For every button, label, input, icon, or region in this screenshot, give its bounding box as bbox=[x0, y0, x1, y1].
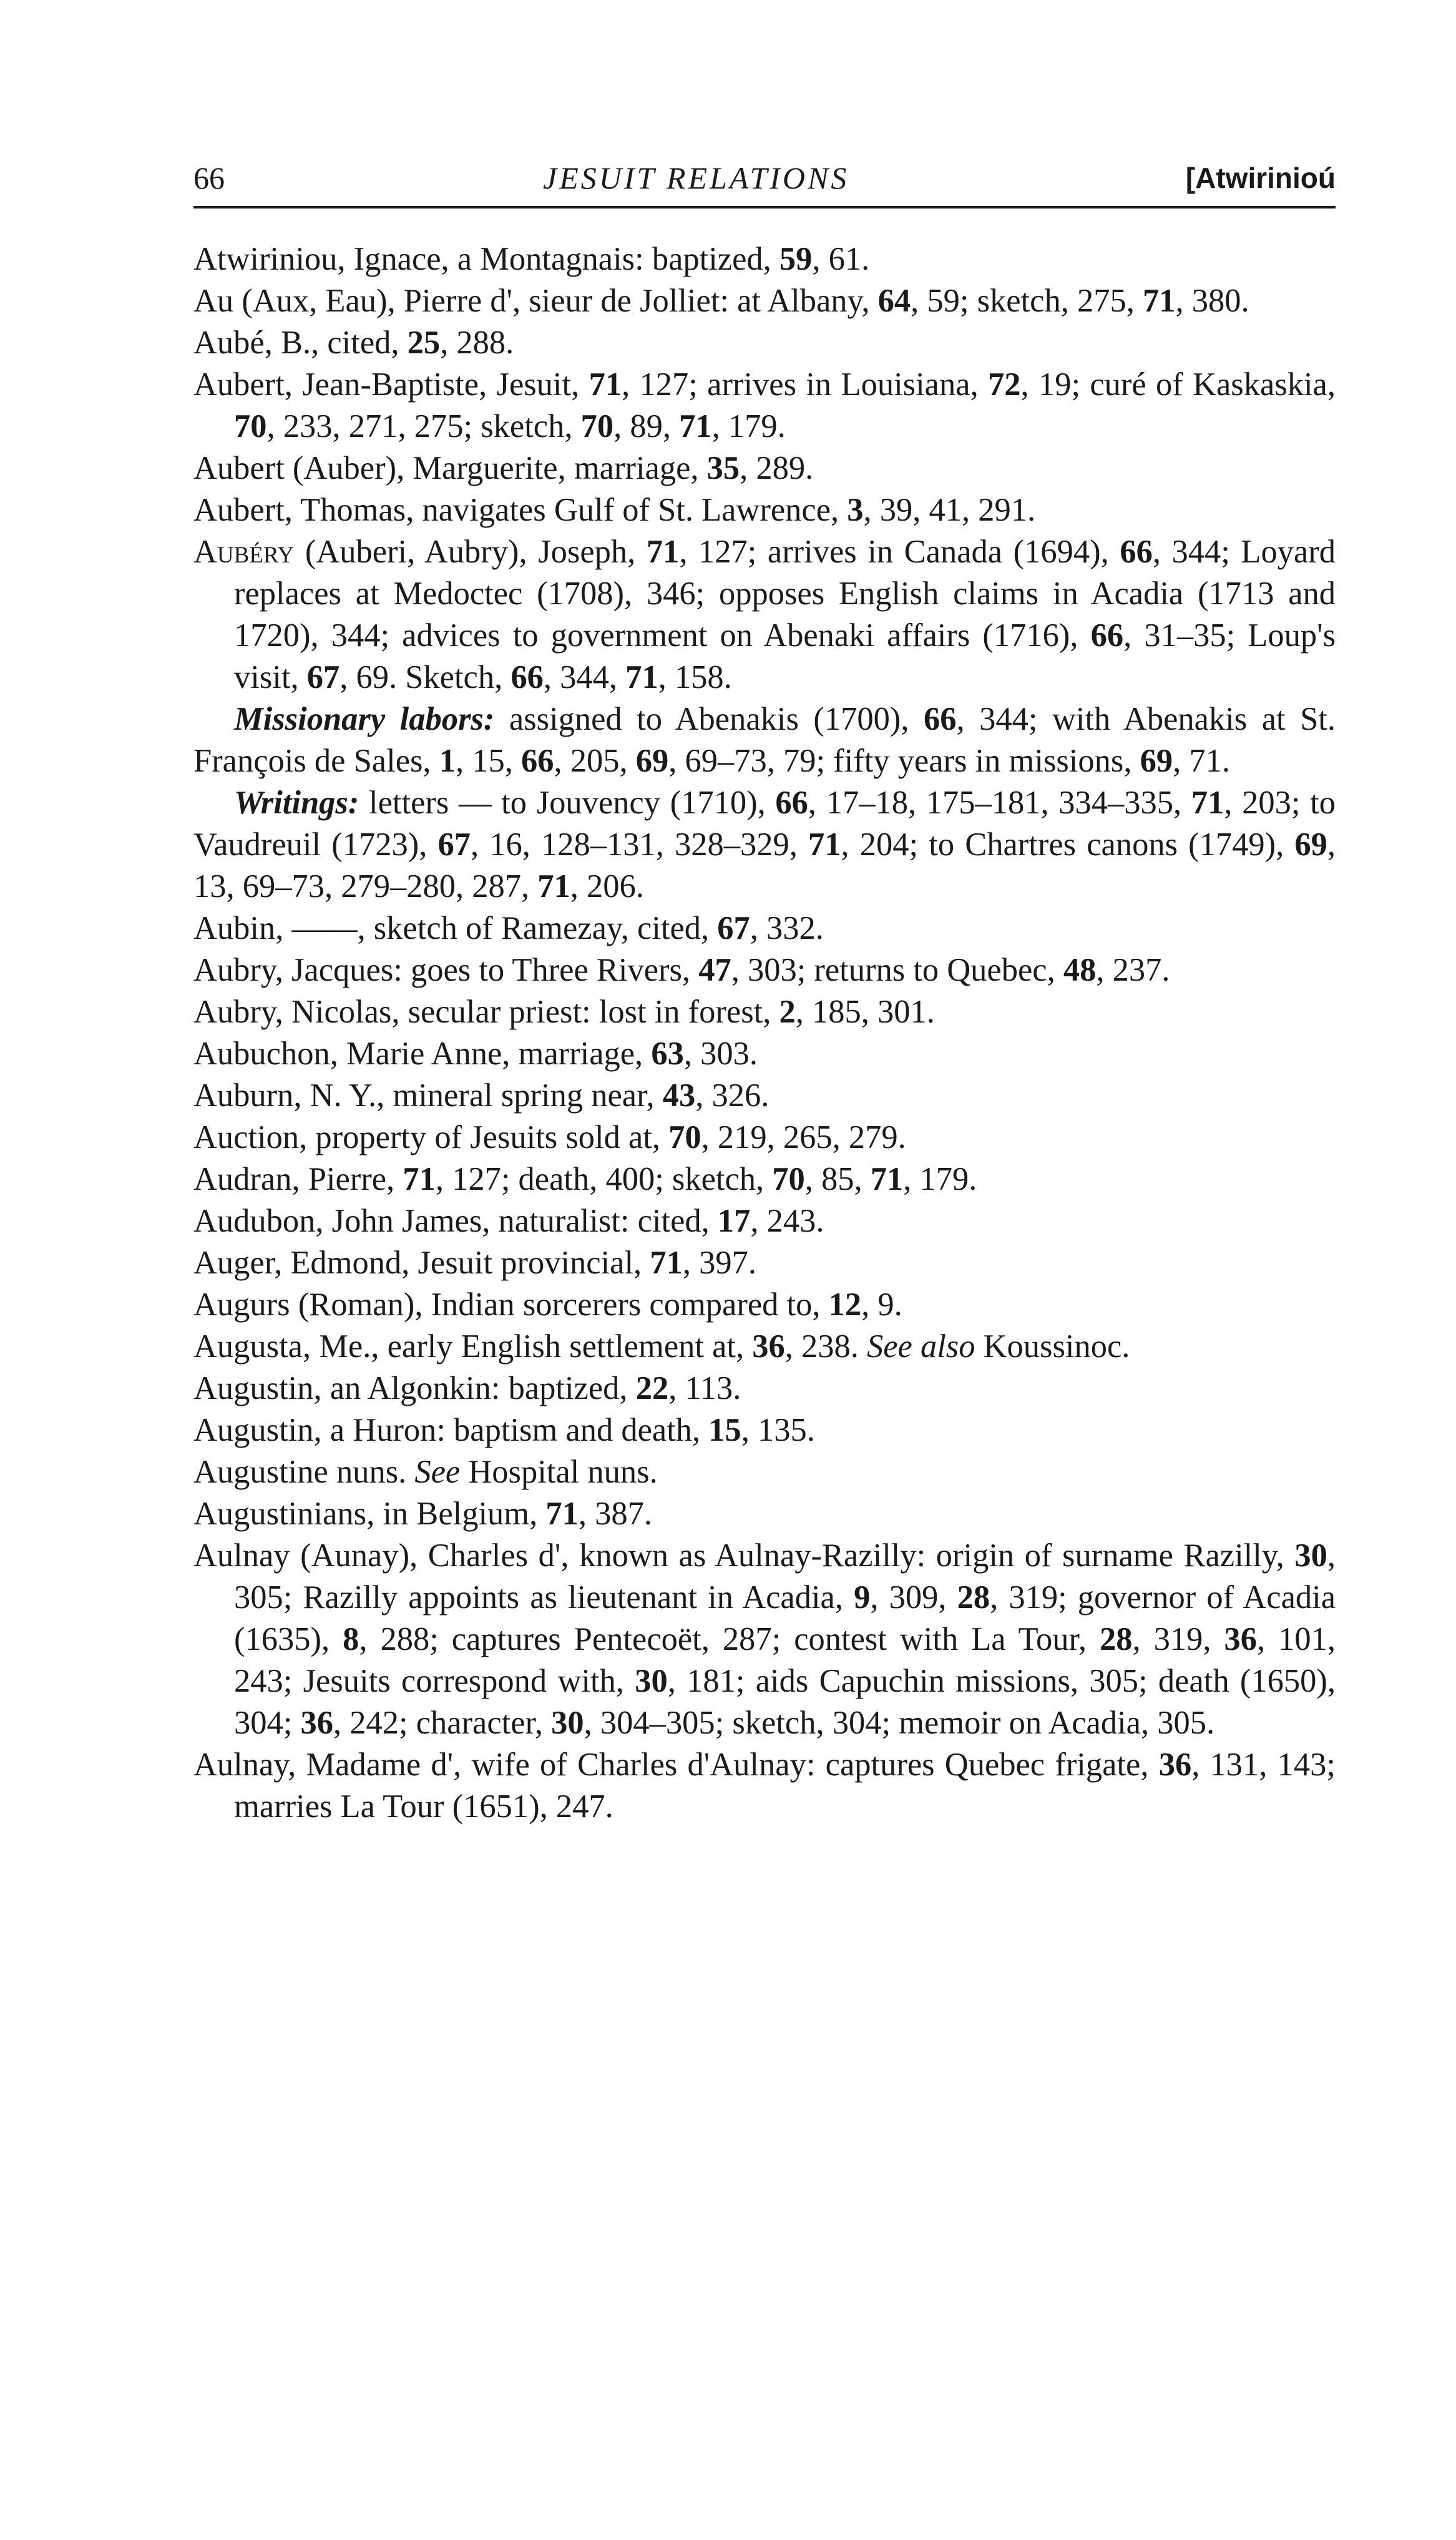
entry-text: , 17–18, 175–181, 334–335, bbox=[808, 785, 1191, 821]
volume-number: 36 bbox=[1158, 1747, 1192, 1783]
entry-text: , 380. bbox=[1175, 283, 1249, 319]
writings-text bbox=[193, 785, 1336, 905]
volume-number: 28 bbox=[1100, 1621, 1133, 1657]
entry-text: , 319, bbox=[1132, 1621, 1224, 1657]
index-entry bbox=[193, 280, 1336, 322]
volume-number: 36 bbox=[300, 1705, 333, 1741]
volume-number: 71 bbox=[537, 868, 570, 905]
running-title: JESUIT RELATIONS bbox=[543, 160, 849, 195]
entry-text: , 304–305; sketch, 304; memoir on Acadia, 305. bbox=[584, 1705, 1215, 1741]
volume-number: 66 bbox=[520, 743, 554, 779]
volume-number: 2 bbox=[779, 994, 796, 1030]
augustine-nuns-text: Hospital nuns. bbox=[460, 1454, 658, 1490]
page-number: 66 bbox=[193, 160, 225, 195]
entry-text: Augurs (Roman), Indian sorcerers compared to, bbox=[193, 1287, 829, 1323]
entry-text: Aubert, Thomas, navigates Gulf of St. Lawrence, bbox=[193, 492, 848, 528]
index-entry bbox=[193, 991, 1336, 1033]
entry-text: , 185, 301. bbox=[795, 994, 935, 1030]
volume-number: 36 bbox=[752, 1328, 785, 1365]
entry-text: , 288. bbox=[440, 325, 514, 361]
entry-text: , 135. bbox=[741, 1412, 815, 1448]
entry-text: , 89, bbox=[613, 408, 680, 444]
entry-text: , 158. bbox=[658, 659, 732, 695]
volume-number: 30 bbox=[635, 1663, 668, 1699]
entry-text: , 19; curé of Kaskaskia, bbox=[1020, 366, 1336, 403]
entry-text: , 205, bbox=[554, 743, 636, 779]
entry-text: , 113. bbox=[668, 1370, 741, 1406]
index-entry bbox=[193, 908, 1336, 949]
volume-number: 17 bbox=[717, 1203, 751, 1239]
augusta-text: Koussinoc. bbox=[975, 1328, 1130, 1365]
entry-text: , 15, bbox=[455, 743, 521, 779]
index-entry-augusta bbox=[193, 1326, 1336, 1368]
entry-text: Aubin, ——, sketch of Ramezay, cited, bbox=[193, 910, 718, 946]
entry-text: (Auberi, Aubry), Joseph, bbox=[294, 534, 647, 570]
volume-number: 35 bbox=[706, 450, 740, 486]
volume-number: 71 bbox=[1142, 283, 1176, 319]
entry-text: , 344; Loyard replaces at Medoctec (1708), 346; opposes English claims in Acadia (1713 and 1720), 344; advices to government on Abenaki affairs (1716), bbox=[234, 534, 1336, 654]
see-also-label: See also bbox=[866, 1328, 975, 1365]
entry-text: , 39, 41, 291. bbox=[863, 492, 1036, 528]
volume-number: 66 bbox=[511, 659, 544, 695]
missionary-labors-label: Missionary labors: bbox=[234, 701, 495, 737]
volume-number: 71 bbox=[808, 826, 841, 863]
volume-number: 67 bbox=[437, 826, 471, 863]
volume-number: 1 bbox=[439, 743, 456, 779]
volume-number: 71 bbox=[1191, 785, 1224, 821]
entry-text: , 397. bbox=[682, 1245, 756, 1281]
entry-text: , 59; sketch, 275, bbox=[911, 283, 1143, 319]
volume-number: 3 bbox=[847, 492, 864, 528]
index-page bbox=[193, 150, 1336, 1828]
index-entry bbox=[193, 1242, 1336, 1284]
entry-text: Auction, property of Jesuits sold at, bbox=[193, 1119, 669, 1155]
entry-text: , 203; to Vaudreuil (1723), bbox=[193, 785, 1336, 863]
index-entry bbox=[193, 1744, 1336, 1828]
entry-text: Aulnay (Aunay), Charles d', known as Aulnay-Razilly: origin of surname Razilly, bbox=[193, 1537, 1295, 1574]
augustine-nuns-text: Augustine nuns. bbox=[193, 1454, 415, 1490]
entry-text: , 243. bbox=[750, 1203, 824, 1239]
index-entry bbox=[193, 1159, 1336, 1200]
volume-number: 9 bbox=[854, 1579, 871, 1616]
volume-number: 15 bbox=[708, 1412, 741, 1448]
catchword: [Atwirinioú bbox=[1185, 162, 1336, 194]
volume-number: 70 bbox=[772, 1161, 805, 1197]
entry-text: , 288; captures Pentecoët, 287; contest with La Tour, bbox=[359, 1621, 1100, 1657]
index-entry bbox=[193, 1284, 1336, 1326]
entry-group-1 bbox=[193, 238, 1336, 531]
volume-number: 25 bbox=[407, 325, 441, 361]
volume-number: 48 bbox=[1063, 952, 1097, 988]
entry-text: , 131, 143; marries La Tour (1651), 247. bbox=[234, 1747, 1336, 1825]
entry-group-4 bbox=[193, 1493, 1336, 1828]
volume-number: 67 bbox=[306, 659, 340, 695]
entry-text: , 179. bbox=[903, 1161, 977, 1197]
entry-text: , 237. bbox=[1096, 952, 1170, 988]
entry-text: , 319; governor of Acadia (1635), bbox=[234, 1579, 1336, 1657]
index-entry bbox=[193, 322, 1336, 364]
entry-text: , 326. bbox=[695, 1077, 770, 1114]
aubery-writings bbox=[193, 782, 1336, 908]
entry-text: , 309, bbox=[870, 1579, 957, 1616]
volume-number: 30 bbox=[1294, 1537, 1327, 1574]
entry-text: , 204; to Chartres canons (1749), bbox=[841, 826, 1295, 863]
entry-text: , 127; death, 400; sketch, bbox=[435, 1161, 773, 1197]
entry-group-2 bbox=[193, 908, 1336, 1326]
entry-text: , 127; arrives in Louisiana, bbox=[622, 366, 988, 403]
entry-text: Auger, Edmond, Jesuit provincial, bbox=[193, 1245, 650, 1281]
entry-text: , 85, bbox=[804, 1161, 871, 1197]
volume-number: 36 bbox=[1224, 1621, 1258, 1657]
volume-number: 30 bbox=[551, 1705, 584, 1741]
entry-text: , 71. bbox=[1173, 743, 1230, 779]
index-entry bbox=[193, 364, 1336, 448]
entry-text: Augustin, an Algonkin: baptized, bbox=[193, 1370, 636, 1406]
volume-number: 71 bbox=[870, 1161, 904, 1197]
entry-text: , 242; character, bbox=[333, 1705, 552, 1741]
volume-number: 71 bbox=[646, 534, 680, 570]
volume-number: 71 bbox=[545, 1496, 579, 1532]
see-label: See bbox=[414, 1454, 461, 1490]
aubery-name: Aubéry bbox=[193, 534, 295, 570]
volume-number: 70 bbox=[580, 408, 614, 444]
entry-text: letters — to Jouvency (1710), bbox=[359, 785, 776, 821]
volume-number: 8 bbox=[343, 1621, 359, 1657]
entry-text: , 387. bbox=[578, 1496, 652, 1532]
volume-number: 69 bbox=[635, 743, 669, 779]
entry-text: , 206. bbox=[570, 868, 644, 905]
entry-text: , 305; Razilly appoints as lieutenant in Acadia, bbox=[234, 1537, 1336, 1616]
volume-number: 66 bbox=[924, 701, 957, 737]
entry-text: , 13, 69–73, 279–280, 287, bbox=[193, 826, 1336, 905]
entry-text: Aubry, Jacques: goes to Three Rivers, bbox=[193, 952, 699, 988]
volume-number: 12 bbox=[828, 1287, 862, 1323]
volume-number: 67 bbox=[717, 910, 750, 946]
index-entry-augustine-nuns bbox=[193, 1451, 1336, 1493]
volume-number: 66 bbox=[1090, 617, 1124, 654]
volume-number: 66 bbox=[775, 785, 808, 821]
volume-number: 70 bbox=[234, 408, 267, 444]
aubery-missionary-labors bbox=[193, 699, 1336, 782]
entry-text: , 289. bbox=[740, 450, 814, 486]
entry-text: Aubert, Jean-Baptiste, Jesuit, bbox=[193, 366, 589, 403]
volume-number: 71 bbox=[403, 1161, 436, 1197]
volume-number: 71 bbox=[679, 408, 712, 444]
entry-text: Au (Aux, Eau), Pierre d', sieur de Jolliet: at Albany, bbox=[193, 283, 878, 319]
index-entry bbox=[193, 1493, 1336, 1535]
entry-text: , 9. bbox=[861, 1287, 902, 1323]
volume-number: 64 bbox=[877, 283, 911, 319]
volume-number: 72 bbox=[988, 366, 1021, 403]
index-entry bbox=[193, 1535, 1336, 1744]
entry-text: Aulnay, Madame d', wife of Charles d'Aulnay: captures Quebec frigate, bbox=[193, 1747, 1159, 1783]
index-entry bbox=[193, 1368, 1336, 1410]
entry-text: , 233, 271, 275; sketch, bbox=[266, 408, 581, 444]
entry-text: , 69. Sketch, bbox=[340, 659, 511, 695]
entry-text: , 61. bbox=[812, 241, 870, 277]
index-entry-aubery bbox=[193, 531, 1336, 699]
entry-text: Audran, Pierre, bbox=[193, 1161, 403, 1197]
volume-number: 69 bbox=[1140, 743, 1173, 779]
entry-text: Aubert (Auber), Marguerite, marriage, bbox=[193, 450, 707, 486]
index-entry bbox=[193, 448, 1336, 489]
entry-text: Augustin, a Huron: baptism and death, bbox=[193, 1412, 709, 1448]
volume-number: 66 bbox=[1120, 534, 1153, 570]
entry-text: , 69–73, 79; fifty years in missions, bbox=[668, 743, 1140, 779]
entry-group-3 bbox=[193, 1368, 1336, 1451]
entry-text: Aubé, B., cited, bbox=[193, 325, 408, 361]
aubery-main-text bbox=[234, 534, 1336, 695]
index-entries bbox=[193, 238, 1336, 1828]
entry-text: assigned to Abenakis (1700), bbox=[494, 701, 924, 737]
volume-number: 47 bbox=[698, 952, 731, 988]
entry-text: Audubon, John James, naturalist: cited, bbox=[193, 1203, 718, 1239]
running-head bbox=[193, 150, 1336, 208]
augusta-text: Augusta, Me., early English settlement at, bbox=[193, 1328, 753, 1365]
entry-text: , 181; aids Capuchin missions, 305; death (1650), 304; bbox=[234, 1663, 1336, 1741]
volume-number: 70 bbox=[668, 1119, 701, 1155]
entry-text: , 303; returns to Quebec, bbox=[731, 952, 1063, 988]
index-entry bbox=[193, 1200, 1336, 1242]
volume-number: 43 bbox=[662, 1077, 696, 1114]
writings-label: Writings: bbox=[234, 785, 359, 821]
entry-text: , 101, 243; Jesuits correspond with, bbox=[234, 1621, 1336, 1699]
volume-number: 28 bbox=[957, 1579, 990, 1616]
entry-text: , 344; with Abenakis at St. François de Sales, bbox=[193, 701, 1336, 779]
entry-text: , 16, 128–131, 328–329, bbox=[470, 826, 809, 863]
volume-number: 71 bbox=[650, 1245, 683, 1281]
entry-text: , 344, bbox=[543, 659, 626, 695]
entry-text: , 303. bbox=[683, 1036, 758, 1072]
entry-text: Atwiriniou, Ignace, a Montagnais: baptized, bbox=[193, 241, 779, 277]
volume-number: 63 bbox=[651, 1036, 684, 1072]
index-entry bbox=[193, 1410, 1336, 1451]
volume-number: 59 bbox=[779, 241, 813, 277]
index-entry bbox=[193, 1117, 1336, 1159]
entry-text: Aubuchon, Marie Anne, marriage, bbox=[193, 1036, 652, 1072]
entry-text: , 127; arrives in Canada (1694), bbox=[679, 534, 1120, 570]
index-entry bbox=[193, 238, 1336, 280]
entry-text: , 31–35; Loup's visit, bbox=[234, 617, 1336, 695]
entry-text: , 332. bbox=[750, 910, 824, 946]
index-entry bbox=[193, 1033, 1336, 1075]
entry-text: , 179. bbox=[711, 408, 786, 444]
index-entry bbox=[193, 949, 1336, 991]
volume-number: 22 bbox=[635, 1370, 669, 1406]
entry-text: Augustinians, in Belgium, bbox=[193, 1496, 546, 1532]
augusta-text: , 238. bbox=[784, 1328, 867, 1365]
index-entry bbox=[193, 489, 1336, 531]
entry-text: , 219, 265, 279. bbox=[701, 1119, 906, 1155]
entry-text: Aubry, Nicolas, secular priest: lost in forest, bbox=[193, 994, 779, 1030]
volume-number: 69 bbox=[1294, 826, 1327, 863]
index-entry bbox=[193, 1075, 1336, 1117]
volume-number: 71 bbox=[625, 659, 658, 695]
entry-text: Auburn, N. Y., mineral spring near, bbox=[193, 1077, 663, 1114]
volume-number: 71 bbox=[589, 366, 622, 403]
